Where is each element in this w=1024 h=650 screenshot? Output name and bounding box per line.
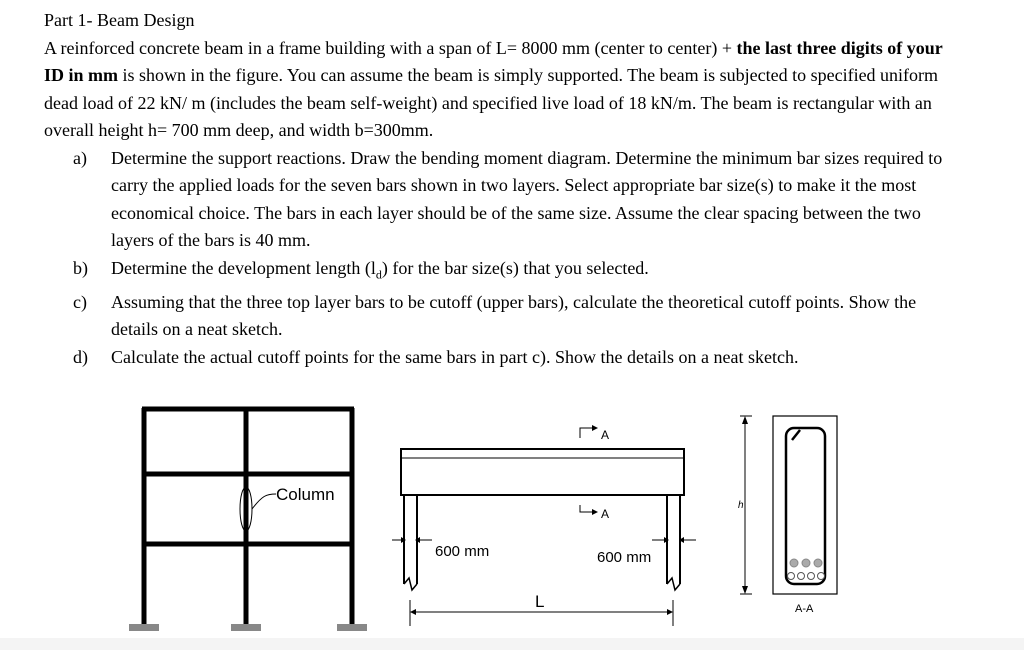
item-text: Determine the development length $(l_d)$ for the bar size(s) that you selected. [111,257,649,282]
intro-text-2: is shown in the figure. You can assume the beam is simply supported. The beam is subjected to specified uniform dead load of 22 kN/ m (includes the beam self-weight) and specified live load of 18 kN/m. The beam is rectangular with an overall height h= 700 mm deep, and width b=300mm. [44,65,939,140]
item-letter: c) [73,291,87,312]
item-letter: b) [73,257,88,278]
intro-text-1: A reinforced concrete beam in a frame building with a span of L= 8000 mm (center to center) + [44,37,737,58]
bottom-strip [0,638,1024,650]
frame-diagram [129,408,367,631]
span-label: L [535,592,545,611]
intro-bold-text: the last three digits of your ID in mm [44,37,943,85]
section-mark-bottom: A [601,507,610,521]
item-text: Assuming that the three top layer bars to be cutoff (upper bars), calculate the theoretical cutoff points. Show the details on a neat sketch. [111,291,917,340]
height-label: h [738,500,744,511]
item-text: Calculate the actual cutoff points for the same bars in part c). Show the details on a neat sketch. [111,346,799,367]
dimension-right: 600 mm [597,549,652,566]
dimension-left: 600 mm [435,543,490,560]
section-caption: A-A [795,603,814,615]
section-diagram [740,416,837,594]
section-mark-top: A [601,428,610,442]
part-title: Part 1- Beam Design [44,10,195,30]
item-letter: a) [73,147,87,168]
item-text: Determine the support reactions. Draw the bending moment diagram. Determine the minimum bar sizes required to carry the applied loads for the seven bars shown in two layers. Select appropriate bar size(s) to make it the most economical choice. The bars in each layer should be of the same size. Assume the clear spacing between the two layers of the bars is 40 mm. [111,147,943,250]
column-label: Column [276,485,335,504]
item-letter: d) [73,346,88,367]
